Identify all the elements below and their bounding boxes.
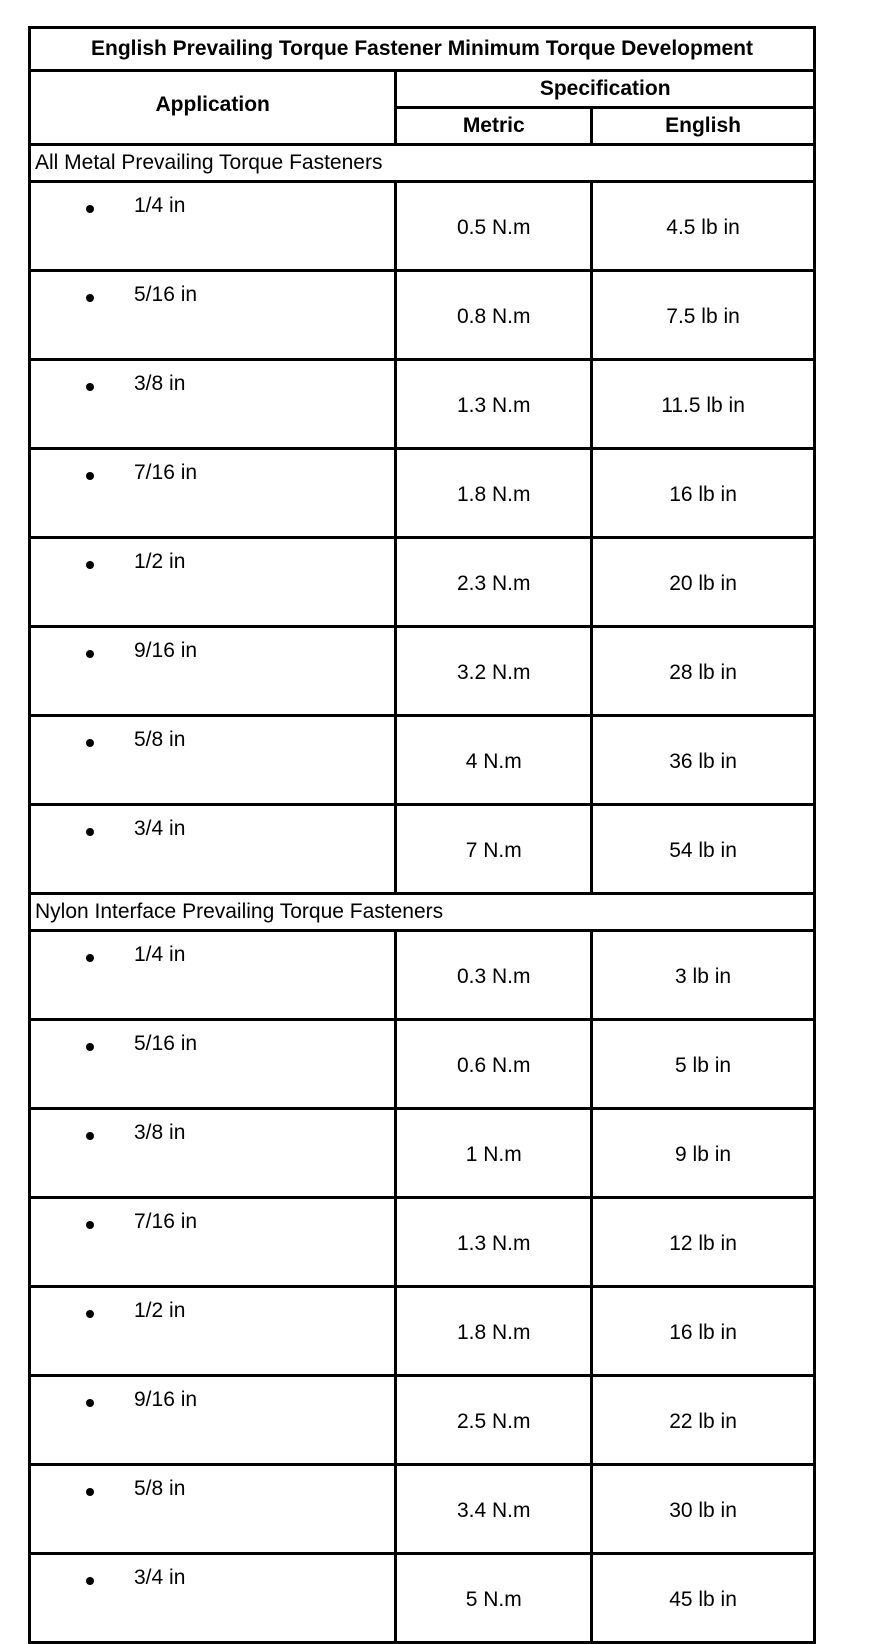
- english-value: 22 lb in: [592, 1376, 815, 1465]
- english-value: 4.5 lb in: [592, 182, 815, 271]
- table-row: [30, 182, 815, 271]
- english-value: 16 lb in: [592, 1287, 815, 1376]
- application-cell: [30, 1465, 396, 1554]
- english-value: 30 lb in: [592, 1465, 815, 1554]
- bullet-icon: [86, 472, 94, 480]
- fastener-size: 3/8 in: [134, 1121, 186, 1144]
- metric-value: 0.8 N.m: [396, 271, 592, 360]
- bullet-icon: [86, 294, 94, 302]
- metric-value: 3.2 N.m: [396, 627, 592, 716]
- english-value: 11.5 lb in: [592, 360, 815, 449]
- metric-value: 1.8 N.m: [396, 449, 592, 538]
- english-value: 9 lb in: [592, 1109, 815, 1198]
- bullet-icon: [86, 1399, 94, 1407]
- application-cell: [30, 1554, 396, 1643]
- english-value: 7.5 lb in: [592, 271, 815, 360]
- fastener-size: 5/8 in: [134, 1477, 186, 1500]
- metric-value: 3.4 N.m: [396, 1465, 592, 1554]
- english-value: 20 lb in: [592, 538, 815, 627]
- metric-value: 0.6 N.m: [396, 1020, 592, 1109]
- fastener-size: 3/8 in: [134, 372, 186, 395]
- bullet-icon: [86, 205, 94, 213]
- application-cell: [30, 805, 396, 894]
- fastener-size: 9/16 in: [134, 1388, 198, 1411]
- application-cell: [30, 627, 396, 716]
- torque-spec-table: [28, 26, 816, 1644]
- metric-header: Metric: [396, 108, 592, 145]
- english-value: 12 lb in: [592, 1198, 815, 1287]
- section-label: All Metal Prevailing Torque Fasteners: [30, 145, 815, 182]
- metric-value: 2.5 N.m: [396, 1376, 592, 1465]
- section-row: [30, 894, 815, 931]
- table-row: [30, 805, 815, 894]
- application-cell: [30, 1287, 396, 1376]
- bullet-icon: [86, 1221, 94, 1229]
- application-cell: [30, 716, 396, 805]
- table-row: [30, 1109, 815, 1198]
- fastener-size: 1/2 in: [134, 1299, 186, 1322]
- bullet-icon: [86, 954, 94, 962]
- table-row: [30, 1376, 815, 1465]
- application-cell: [30, 360, 396, 449]
- metric-value: 1.3 N.m: [396, 360, 592, 449]
- application-cell: [30, 271, 396, 360]
- bullet-icon: [86, 561, 94, 569]
- table-row: [30, 716, 815, 805]
- bullet-icon: [86, 1132, 94, 1140]
- fastener-size: 3/4 in: [134, 1566, 186, 1589]
- table-row: [30, 1020, 815, 1109]
- bullet-icon: [86, 1043, 94, 1051]
- table-row: [30, 449, 815, 538]
- application-header: Application: [30, 71, 396, 145]
- english-value: 5 lb in: [592, 1020, 815, 1109]
- fastener-size: 1/4 in: [134, 943, 186, 966]
- english-value: 45 lb in: [592, 1554, 815, 1643]
- fastener-size: 5/8 in: [134, 728, 186, 751]
- metric-value: 5 N.m: [396, 1554, 592, 1643]
- table-row: [30, 1287, 815, 1376]
- table-row: [30, 538, 815, 627]
- application-cell: [30, 182, 396, 271]
- table-row: [30, 1465, 815, 1554]
- fastener-size: 7/16 in: [134, 1210, 198, 1233]
- table-row: [30, 627, 815, 716]
- fastener-size: 3/4 in: [134, 817, 186, 840]
- table-body: [30, 145, 815, 1643]
- table-row: [30, 931, 815, 1020]
- english-value: 54 lb in: [592, 805, 815, 894]
- metric-value: 1.8 N.m: [396, 1287, 592, 1376]
- metric-value: 4 N.m: [396, 716, 592, 805]
- application-cell: [30, 538, 396, 627]
- bullet-icon: [86, 1488, 94, 1496]
- table-title: English Prevailing Torque Fastener Minimum Torque Development: [30, 28, 815, 71]
- table-row: [30, 1554, 815, 1643]
- metric-value: 0.3 N.m: [396, 931, 592, 1020]
- metric-value: 2.3 N.m: [396, 538, 592, 627]
- english-value: 28 lb in: [592, 627, 815, 716]
- bullet-icon: [86, 650, 94, 658]
- bullet-icon: [86, 383, 94, 391]
- section-row: [30, 145, 815, 182]
- metric-value: 1.3 N.m: [396, 1198, 592, 1287]
- application-cell: [30, 931, 396, 1020]
- fastener-size: 9/16 in: [134, 639, 198, 662]
- specification-header: Specification: [396, 71, 815, 108]
- bullet-icon: [86, 828, 94, 836]
- metric-value: 7 N.m: [396, 805, 592, 894]
- metric-value: 1 N.m: [396, 1109, 592, 1198]
- bullet-icon: [86, 1577, 94, 1585]
- english-value: 16 lb in: [592, 449, 815, 538]
- fastener-size: 1/2 in: [134, 550, 186, 573]
- fastener-size: 1/4 in: [134, 194, 186, 217]
- bullet-icon: [86, 1310, 94, 1318]
- table-row: [30, 360, 815, 449]
- table-row: [30, 1198, 815, 1287]
- application-cell: [30, 1020, 396, 1109]
- fastener-size: 7/16 in: [134, 461, 198, 484]
- application-cell: [30, 1198, 396, 1287]
- application-cell: [30, 449, 396, 538]
- english-value: 36 lb in: [592, 716, 815, 805]
- english-header: English: [592, 108, 815, 145]
- table-row: [30, 271, 815, 360]
- fastener-size: 5/16 in: [134, 283, 198, 306]
- application-cell: [30, 1376, 396, 1465]
- metric-value: 0.5 N.m: [396, 182, 592, 271]
- application-cell: [30, 1109, 396, 1198]
- fastener-size: 5/16 in: [134, 1032, 198, 1055]
- english-value: 3 lb in: [592, 931, 815, 1020]
- bullet-icon: [86, 739, 94, 747]
- section-label: Nylon Interface Prevailing Torque Fasteners: [30, 894, 815, 931]
